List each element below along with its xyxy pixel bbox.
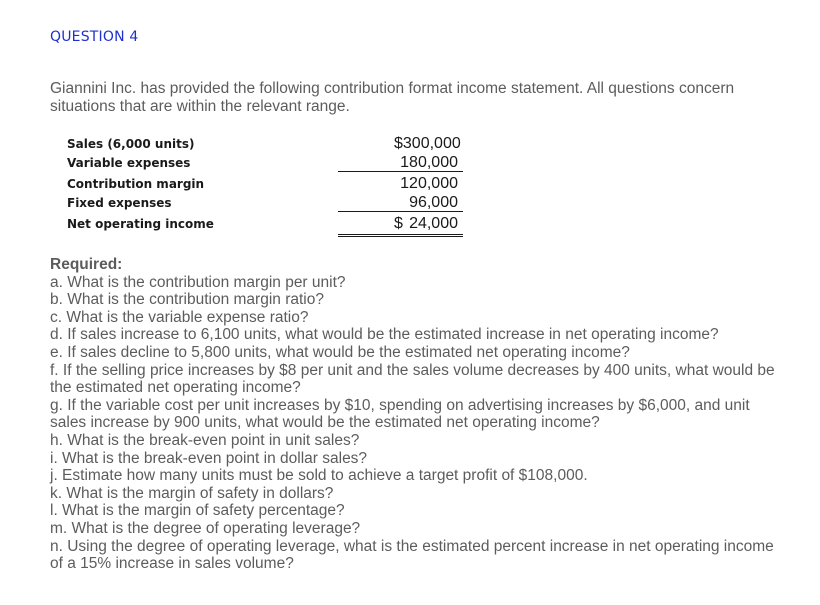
amount-value: 24,000 — [409, 215, 458, 232]
statement-label: Contribution margin — [67, 177, 205, 191]
statement-row-contribution-margin — [67, 175, 467, 194]
intro-paragraph: Giannini Inc. has provided the following contribution format income statement. All questions concern situations that are within the relevant range. — [50, 80, 735, 115]
required-section — [50, 256, 780, 573]
question-item-e: e. If sales decline to 5,800 units, what would be the estimated net operating income? — [50, 343, 630, 361]
statement-label: Fixed expenses — [67, 196, 172, 210]
statement-amount: 180,000 — [338, 154, 463, 172]
income-statement — [67, 135, 467, 234]
statement-amount: 96,000 — [338, 194, 463, 212]
question-item-f: f. If the selling price increases by $8 per unit and the sales volume decreases by 400 units, what would be the estimated net operating income? — [50, 361, 775, 397]
question-item-c: c. What is the variable expense ratio? — [50, 308, 309, 326]
currency-symbol: $ — [394, 135, 403, 152]
question-item-b: b. What is the contribution margin ratio? — [50, 291, 324, 309]
amount-value: 300,000 — [402, 135, 461, 152]
question-item-a: a. What is the contribution margin per unit? — [50, 273, 346, 291]
question-item-l: l. What is the margin of safety percentage? — [50, 502, 345, 520]
currency-symbol: $ — [394, 215, 403, 232]
statement-amount — [338, 215, 463, 237]
statement-row-net-operating-income — [67, 215, 467, 234]
question-item-i: i. What is the break-even point in dollar sales? — [50, 449, 368, 467]
question-title: QUESTION 4 — [50, 29, 139, 45]
question-item-n: n. Using the degree of operating leverage, what is the estimated percent increase in net operating income of a 15% increase in sales volume? — [50, 537, 774, 573]
statement-amount — [338, 135, 463, 153]
statement-row-variable-expenses — [67, 154, 467, 173]
statement-label: Net operating income — [67, 217, 214, 231]
question-item-h: h. What is the break-even point in unit sales? — [50, 431, 360, 449]
question-item-k: k. What is the margin of safety in dollars? — [50, 484, 334, 502]
question-item-g: g. If the variable cost per unit increases by $10, spending on advertising increases by $6,000, and unit sales increase by 900 units, what would be the estimated net operating income? — [50, 396, 750, 432]
question-item-d: d. If sales increase to 6,100 units, what would be the estimated increase in net operating income? — [50, 326, 719, 344]
question-item-m: m. What is the degree of operating leverage? — [50, 519, 361, 537]
statement-label: Variable expenses — [67, 156, 191, 170]
statement-label: Sales (6,000 units) — [67, 137, 195, 151]
required-heading: Required: — [50, 256, 123, 273]
statement-row-sales — [67, 135, 467, 154]
question-item-j: j. Estimate how many units must be sold to achieve a target profit of $108,000. — [50, 467, 588, 485]
statement-row-fixed-expenses — [67, 194, 467, 213]
statement-amount: 120,000 — [400, 175, 458, 192]
